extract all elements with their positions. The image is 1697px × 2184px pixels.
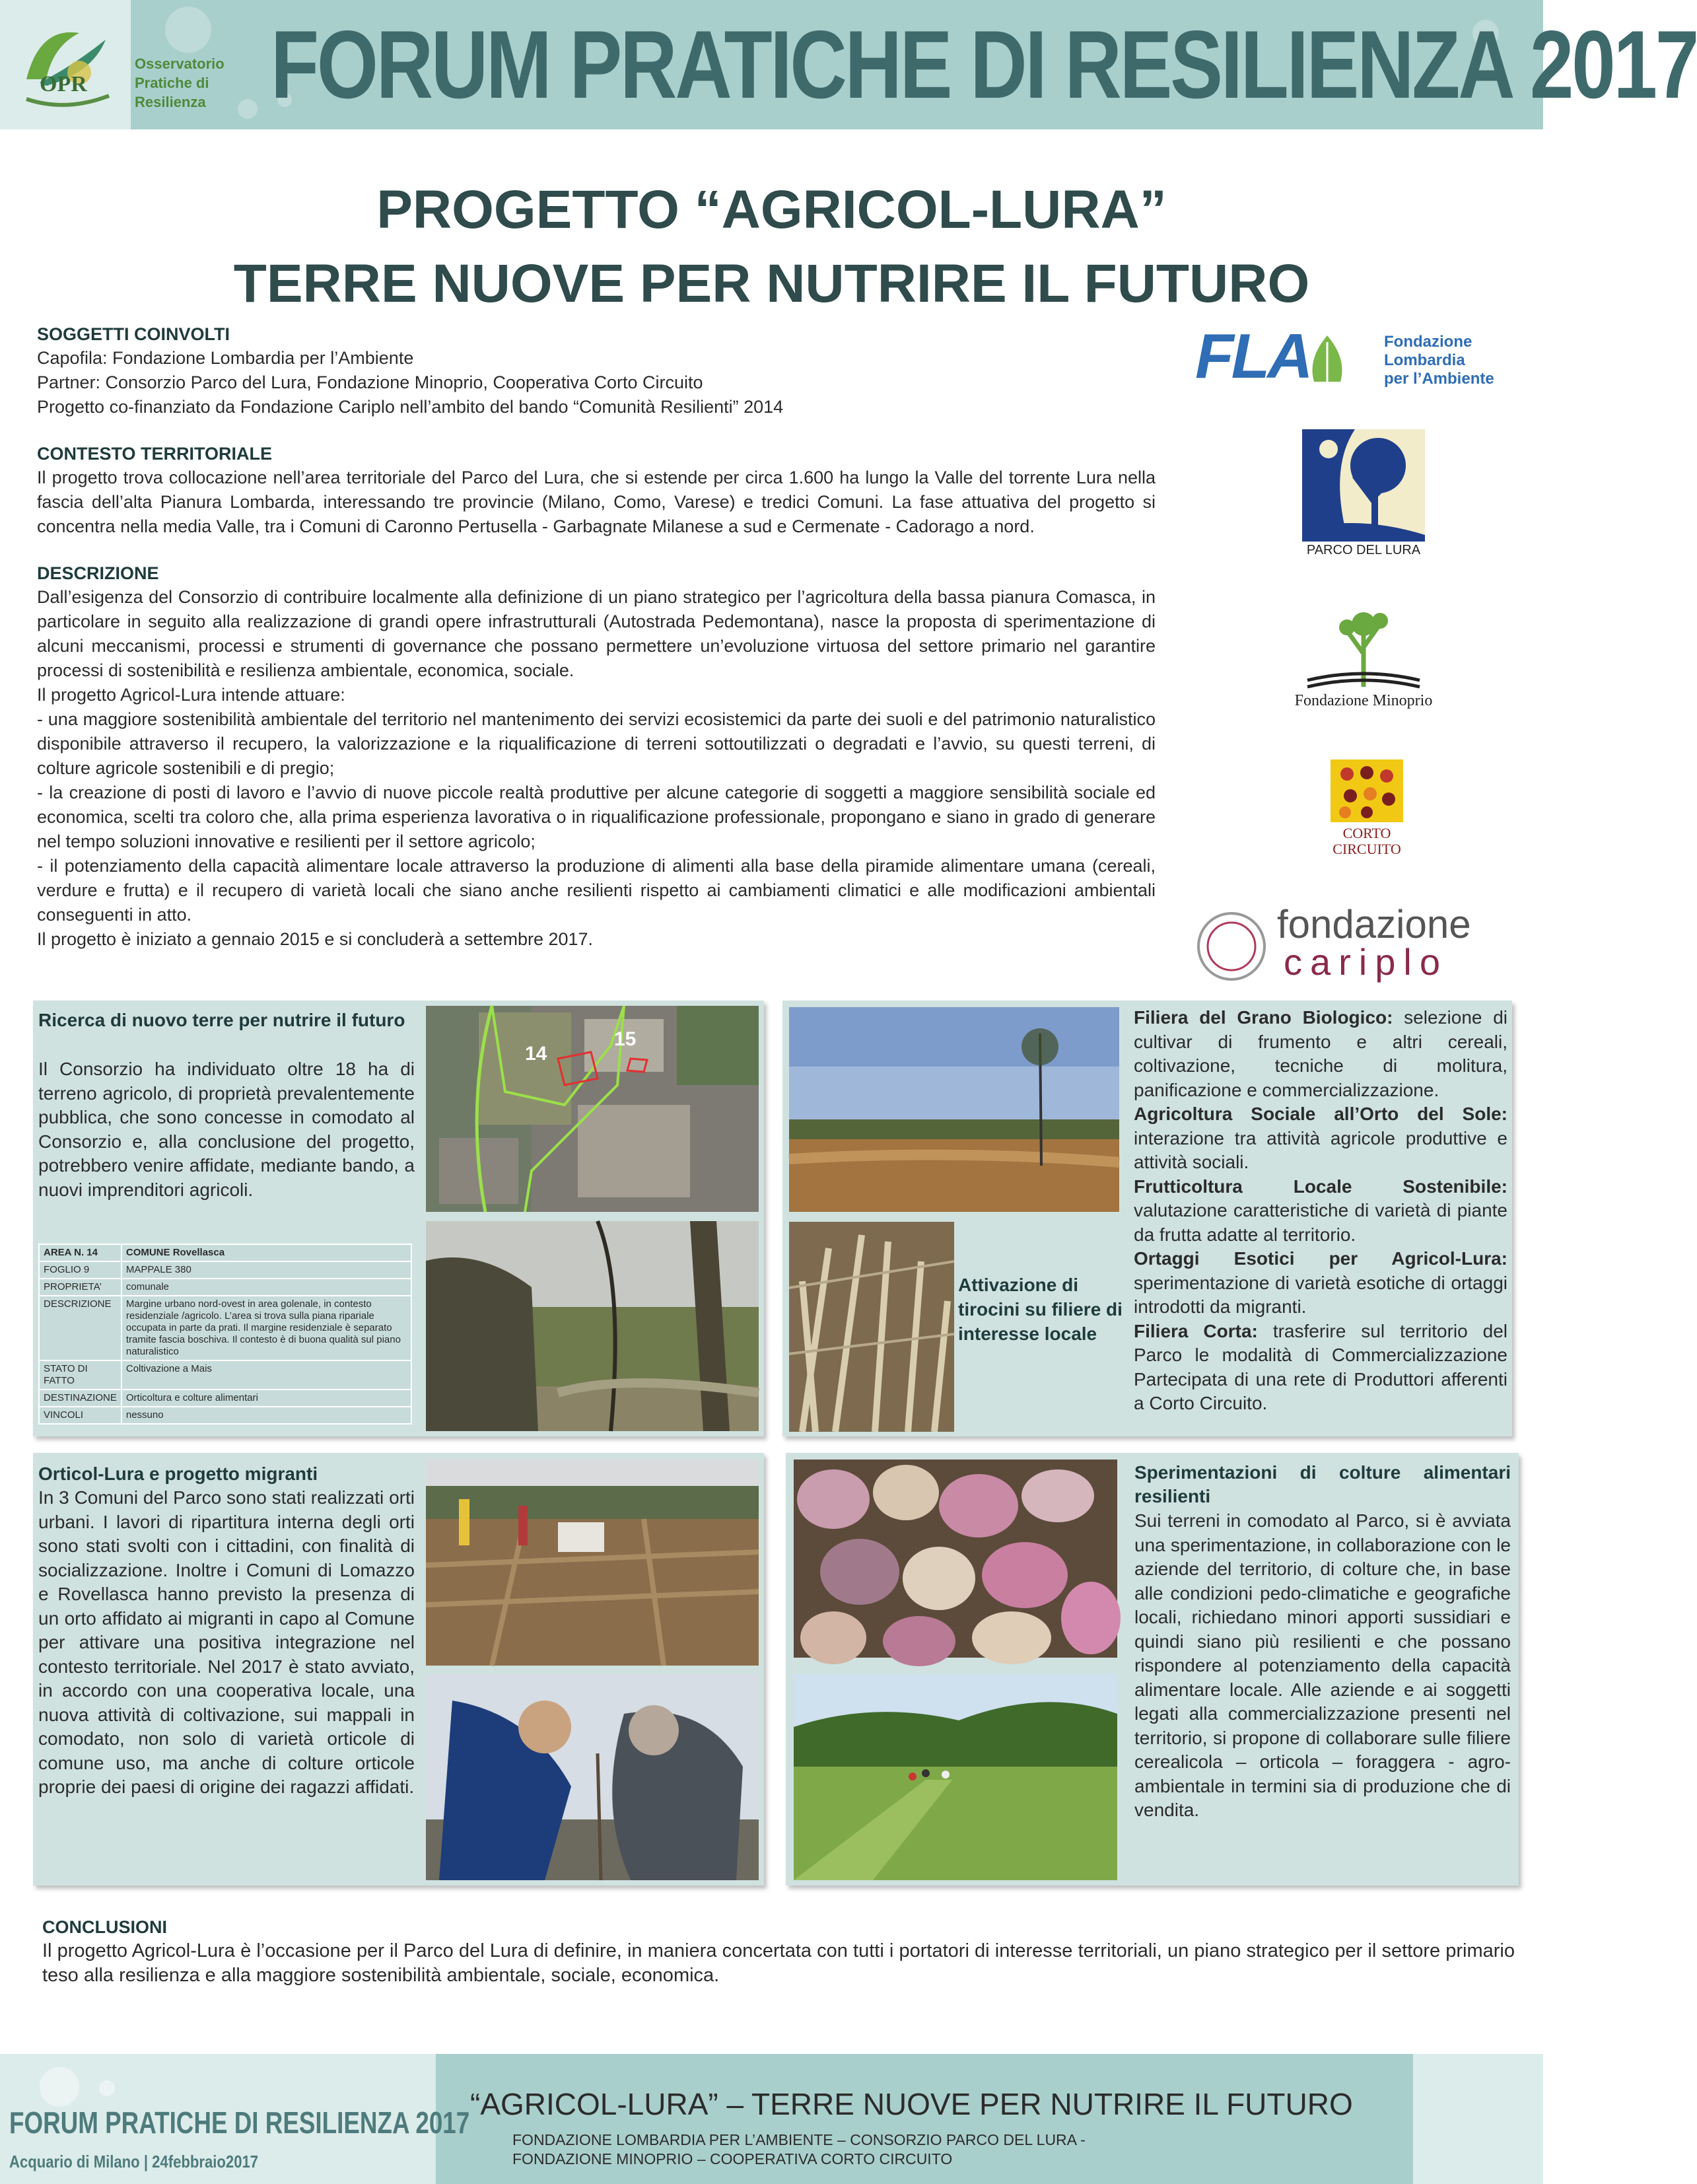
map-label-14: 14 [525, 1043, 547, 1065]
panel-ricerca-title: Ricerca di nuovo terre per nutrire il futuro [38, 1010, 405, 1030]
project-title-line1: PROGETTO “AGRICOL-LURA” [376, 180, 1167, 240]
footer-corner-box [1413, 2054, 1543, 2184]
forum-title: FORUM PRATICHE DI RESILIENZA 2017 [271, 11, 1697, 118]
meadow-field-photo [794, 1674, 1117, 1880]
list-item: Ortaggi Esotici per Agricol-Lura: sperimentazione di varietà esotiche di ortaggi introdotti da migranti. [1134, 1248, 1507, 1317]
svg-text:OPR: OPR [40, 72, 87, 96]
panel-orticol-title: Orticol-Lura e progetto migranti [38, 1463, 318, 1484]
area-info-table [38, 1244, 412, 1425]
list-item: Filiera Corta: trasferire sul territorio del Parco le modalità di Commercializzazione Partecipata di una rete di Produttori afferenti a Corto Circuito. [1134, 1320, 1507, 1413]
panel-filiere [782, 1001, 1512, 1436]
footer-event-box [0, 2054, 470, 2184]
contesto-text: Il progetto trova collocazione nell’area territoriale del Parco del Lura, che si estende per circa 1.600 ha lungo la Valle del torrente Lura nella fascia dell’alta Pianura Lombarda, interessando tre provincie (Milano, Como, Varese) e tredici Comuni. La fase attuativa del progetto si concentra nella media Valle, tra i Comuni di Caronno Pertusella - Garbagnate Milanese a sud e Cermenate - Cadorago a nord. [37, 468, 1156, 536]
conclusioni-text: Il progetto Agricol-Lura è l’occasione per il Parco del Lura di definire, in maniera concertata con tutti i portatori di interesse territoriali, un piano strategico per il settore primario teso alla resilienza e alla maggiore sostenibilità ambientale, sociale, economica. [42, 1940, 1515, 1986]
planting-people-photo [426, 1674, 759, 1880]
observatory-name: Osservatorio Pratiche di Resilienza [135, 55, 225, 110]
footer-title: “AGRICOL-LURA” – TERRE NUOVE PER NUTRIRE IL FUTURO [470, 2087, 1353, 2121]
table-row: FOGLIO 9 MAPPALE 380 [39, 1261, 411, 1279]
footer-partners: FONDAZIONE LOMBARDIA PER L’AMBIENTE – CONSORZIO PARCO DEL LURA - FONDAZIONE MINOPRIO – COOPERATIVA CORTO CIRCUITO [512, 2131, 1086, 2167]
wheat-ears-photo [789, 1222, 954, 1432]
wheat-field-photo [789, 1007, 1119, 1212]
table-row: DESTINAZIONE Orticoltura e colture alimentari [39, 1390, 411, 1407]
conclusioni-section [42, 1915, 1515, 1988]
list-item: Agricoltura Sociale all’Orto del Sole: interazione tra attività agricole produttive e attività sociali. [1134, 1104, 1507, 1172]
list-item: Filiera del Grano Biologico: selezione di cultivar di frumento e altri cereali, coltivazione, tecniche di molitura, panificazione e commercializzazione. [1134, 1007, 1508, 1100]
footer-event-date: Acquario di Milano | 24febbraio2017 [9, 2152, 259, 2171]
soggetti-heading: SOGGETTI COINVOLTI [37, 324, 230, 344]
panel-sperimentazioni-text: Sui terreni in comodato al Parco, si è avviata una sperimentazione, in collaborazione con le aziende del territorio, di colture che, in base alle condizioni pedo-climatiche e geografiche locali, richiedano minori apporti sussidiari e quindi siano più resilienti e che possano rispondere al potenziamento della capacità alimentare locale. Alle aziende e ai soggetti legati alla commercializzazione presenti nel territorio, si propone di collaborare sulle filiere cerealicola – orticola – foraggera - agro-ambientale in termini sia di produzione che di vendita. [1134, 1510, 1511, 1820]
urban-gardens-photo [426, 1460, 759, 1666]
opr-logo [0, 0, 131, 129]
parco-lura-logo: PARCO DEL LURA [1302, 429, 1425, 552]
table-row: AREA N. 14 COMUNE Rovellasca [39, 1244, 411, 1261]
table-row: STATO DI FATTO Coltivazione a Mais [39, 1360, 411, 1390]
panel-ricerca [33, 1001, 764, 1436]
footer-event-title: FORUM PRATICHE DI RESILIENZA 2017 [9, 2105, 470, 2140]
tirocini-caption: Attivazione di tirocini su filiere di interesse locale [958, 1275, 1123, 1344]
intro-text [37, 322, 1156, 952]
panel-orticol-text: In 3 Comuni del Parco sono stati realizzati orti urbani. I lavori di ripartitura interna degli orti sono stati svolti con i cittadini, con finalità di socializzazione. Inoltre i Comuni di Lomazzo e Rovellasca hanno previsto la presenza di un orto affidato ai migranti in capo al Comune per attivare una positiva integrazione nel contesto territoriale. Nel 2017 è stato avviato, in accordo con una cooperativa locale, una nuova attività di coltivazione, sui mappali in comodato, non solo di varietà orticole di comune uso, ma anche di colture orticole proprie dei paesi di origine dei ragazzi affidati. [38, 1487, 415, 1797]
soggetti-list: Capofila: Fondazione Lombardia per l’Ambiente Partner: Consorzio Parco del Lura, Fondazione Minoprio, Cooperativa Corto Circuito Progetto co-finanziato da Fondazione Cariplo nell’ambito del bando “Comunità Resilienti” 2014 [37, 348, 784, 417]
panel-sperimentazioni [786, 1453, 1519, 1885]
list-item: Frutticoltura Locale Sostenibile: valutazione caratteristiche di varietà di piante da frutta adatte al territorio. [1134, 1176, 1507, 1245]
descrizione-heading: DESCRIZIONE [37, 563, 159, 583]
table-row: PROPRIETA’ comunale [39, 1279, 411, 1296]
panel-orticol [33, 1453, 764, 1885]
minoprio-logo: Fondazione Minoprio [1288, 594, 1439, 720]
table-row: DESCRIZIONE Margine urbano nord-ovest in area golenale, in contesto residenziale /agricolo. L’area si trova sulla piana ripariale occupata in parte da prati. Il margine residenziale è separato tramite fascia boschiva. Il contesto è di buona qualità sul piano naturalistico [39, 1296, 411, 1360]
project-title-line2: TERRE NUOVE PER NUTRIRE IL FUTURO [233, 254, 1310, 314]
fla-logo: FLA Fondazione Lombardia per l’Ambiente [1195, 321, 1494, 392]
panel-sperimentazioni-title: Sperimentazioni di colture alimentari resilienti [1134, 1462, 1511, 1506]
panel-ricerca-text: Il Consorzio ha individuato oltre 18 ha di terreno agricolo, di proprietà prevalentemente pubblica, che sono concesse in comodato al Consorzio e, alla conclusione del progetto, potrebbero venire affidate, mediante bando, a nuovi imprenditori agricoli. [38, 1059, 415, 1200]
potatoes-photo [794, 1460, 1117, 1658]
filiere-list [1134, 1006, 1507, 1416]
partner-logos [1195, 317, 1519, 991]
aerial-map-photo [426, 1006, 759, 1212]
contesto-heading: CONTESTO TERRITORIALE [37, 444, 273, 464]
cariplo-logo: fondazione cariplo [1195, 905, 1519, 984]
project-title [0, 173, 1543, 321]
conclusioni-heading: CONCLUSIONI [42, 1917, 167, 1937]
corto-circuito-logo: CORTO CIRCUITO [1324, 759, 1410, 872]
table-row: VINCOLI nessuno [39, 1407, 411, 1424]
field-trees-photo [426, 1221, 759, 1431]
descrizione-text: Dall’esigenza del Consorzio di contribuire localmente alla definizione di un piano strategico per l’agricoltura della bassa pianura Comasca, in particolare in seguito alla realizzazione di grandi opere infrastrutturali (Autostrada Pedemontana), nasce la proposta di sperimentazione di alcuni meccanismi, processi e strumenti di governance che possano permettere un’evoluzione virtuosa del settore primario nel garantire processi di sostenibilità e resilienza ambientale, economica, sociale. Il progetto Agricol-Lura intende attuare: - una maggiore sostenibilità ambientale del territorio nel mantenimento dei servizi ecosistemici da parte dei suoli e del patrimonio naturalistico disponibile attraverso il recupero, la valorizzazione e la riqualificazione di terreni sottoutilizzati o degradati e l’avvio, su questi terreni, di colture agricole sostenibili e di pregio; - la creazione di posti di lavoro e l’avvio di nuove piccole realtà produttive per alcune categorie di soggetti a maggiore sensibilità sociale ed economica, scelti tra coloro che, alla prima esperienza lavorativa o in riqualificazione professionale, propongano e siano in grado di generare nel tempo soluzioni innovative e resilienti per il settore agricolo; - il potenziamento della capacità alimentare locale attraverso la produzione di alimenti alla base della piramide alimentare umana (cereali, verdure e frutta) e il recupero di varietà locali che siano anche resilienti rispetto ai cambiamenti climatici e alle modificazioni ambientali conseguenti in atto. Il progetto è iniziato a gennaio 2015 e si concluderà a settembre 2017. [37, 587, 1156, 949]
map-label-15: 15 [614, 1028, 637, 1050]
